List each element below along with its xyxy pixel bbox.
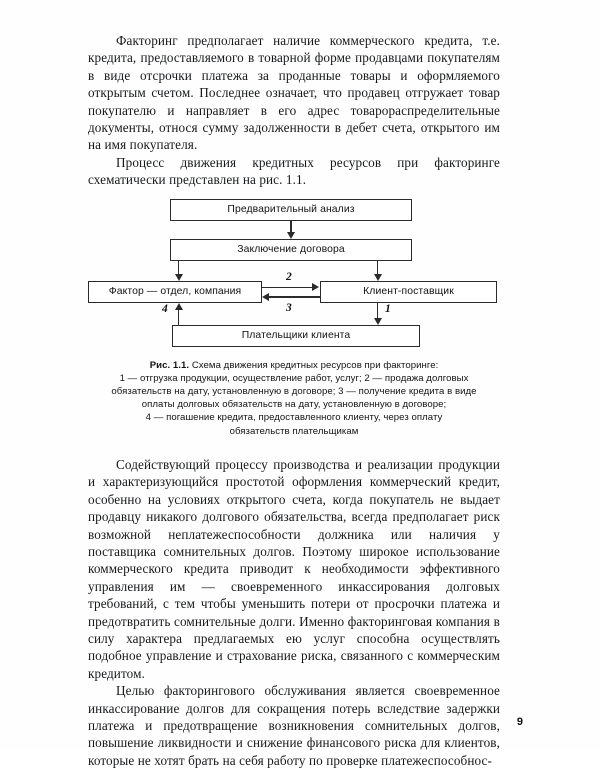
caption-line-3: обязательств на дату, установленную в договоре; 3 — получение кредита в виде (111, 386, 477, 398)
connector-flow-3 (269, 296, 320, 297)
caption-title-rest: Схема движения кредитных ресурсов при факторинге: (189, 359, 439, 371)
paragraph-3: Содействующий процессу производства и реализации продукции и характеризующийся простотой оформления коммерческий кредит, особенно на условиях открытого счета, когда покупатель не выдает продавцу никакого долгового обязательства, всегда предполагает риск возможной неплатежеспособности должника или наличия у поставщика сомнительных долгов. Поэтому широкое использование коммерческого кредита приводит к необходимости эффективного управления им — своевременного инкассирования долговых требований, с тем чтобы уменьшить потери от просрочки платежа и предотвратить сомнительные долги. Именно факторинговая компания в силу характера предлагаемых ею услуг способна осуществлять подобное управление и страхование риска, связанного с коммерческим кредитом. (88, 456, 500, 681)
caption-line-6: обязательств плательщикам (229, 425, 359, 437)
diagram-box-preliminary-analysis (170, 199, 412, 221)
arrowhead-flow-1 (374, 318, 382, 325)
caption-line-5: 4 — погашение кредита, предоставленного клиенту, через оплату (145, 412, 443, 424)
connector-flow-1 (377, 303, 378, 319)
arrowhead-flow-3 (262, 293, 269, 301)
diagram-box-client-supplier-label: Клиент-поставщик (363, 286, 454, 298)
paragraph-1: Факторинг предполагает наличие коммерческого кредита, т.е. кредита, предоставляемого в товарной форме продавцами покупателям в виде отсрочки платежа за проданные товары и оформляемого открытым счетом. Последнее означает, что продавец отгружает товар покупателю и направляет в его адрес товарораспределительные документы, относя сумму задолженности в дебет счета, открытого им на имя покупателя. (88, 33, 500, 153)
connector-contract-to-factor (178, 261, 179, 275)
figure-caption (88, 359, 500, 438)
connector-contract-to-client (377, 261, 378, 275)
page-number: 9 (516, 716, 523, 728)
paragraph-2: Процесс движения кредитных ресурсов при факторинге схематически представлен на рис. 1.1. (88, 154, 500, 188)
diagram-box-payers-label: Плательщики клиента (241, 330, 351, 342)
diagram-box-factor (88, 281, 262, 303)
post-figure-text (88, 456, 500, 769)
flow-label-2: 2 (286, 270, 292, 283)
caption-line-1 (88, 359, 500, 372)
diagram-box-payers (172, 325, 420, 347)
arrowhead-flow-2 (312, 283, 319, 291)
diagram-box-client-supplier (320, 281, 497, 303)
figure-1-1 (88, 199, 500, 347)
paragraph-4: Целью факторингового обслуживания является своевременное инкассирование долгов для сокращения потерь вследствие задержки платежа и предотвращение возникновения сомнительных долгов, повышение ликвидности и снижение финансового риска для клиентов, которые не хотят брать на себя работу по проверке платежеспособнос- (88, 683, 500, 768)
caption-line-2: 1 — отгрузка продукции, осуществление работ, услуг; 2 — продажа долговых (119, 372, 469, 384)
arrowhead-contract-to-factor (175, 274, 183, 281)
caption-title: Рис. 1.1. (149, 359, 190, 371)
diagram-box-preliminary-analysis-label: Предварительный анализ (227, 204, 355, 216)
page-content (88, 32, 500, 769)
diagram-box-factor-label: Фактор — отдел, компания (108, 286, 242, 298)
diagram-box-contract-conclusion (170, 239, 412, 261)
caption-line-4: оплаты долговых обязательств на дату, установленную в договоре; (141, 399, 447, 411)
arrowhead-flow-4 (175, 303, 183, 310)
arrowhead-analysis-to-contract (287, 232, 295, 239)
connector-flow-2 (262, 287, 313, 288)
diagram-box-contract-conclusion-label: Заключение договора (237, 244, 345, 256)
flow-label-4: 4 (162, 302, 168, 315)
flow-label-3: 3 (286, 301, 292, 314)
flow-label-1: 1 (385, 302, 391, 315)
arrowhead-contract-to-client (374, 274, 382, 281)
